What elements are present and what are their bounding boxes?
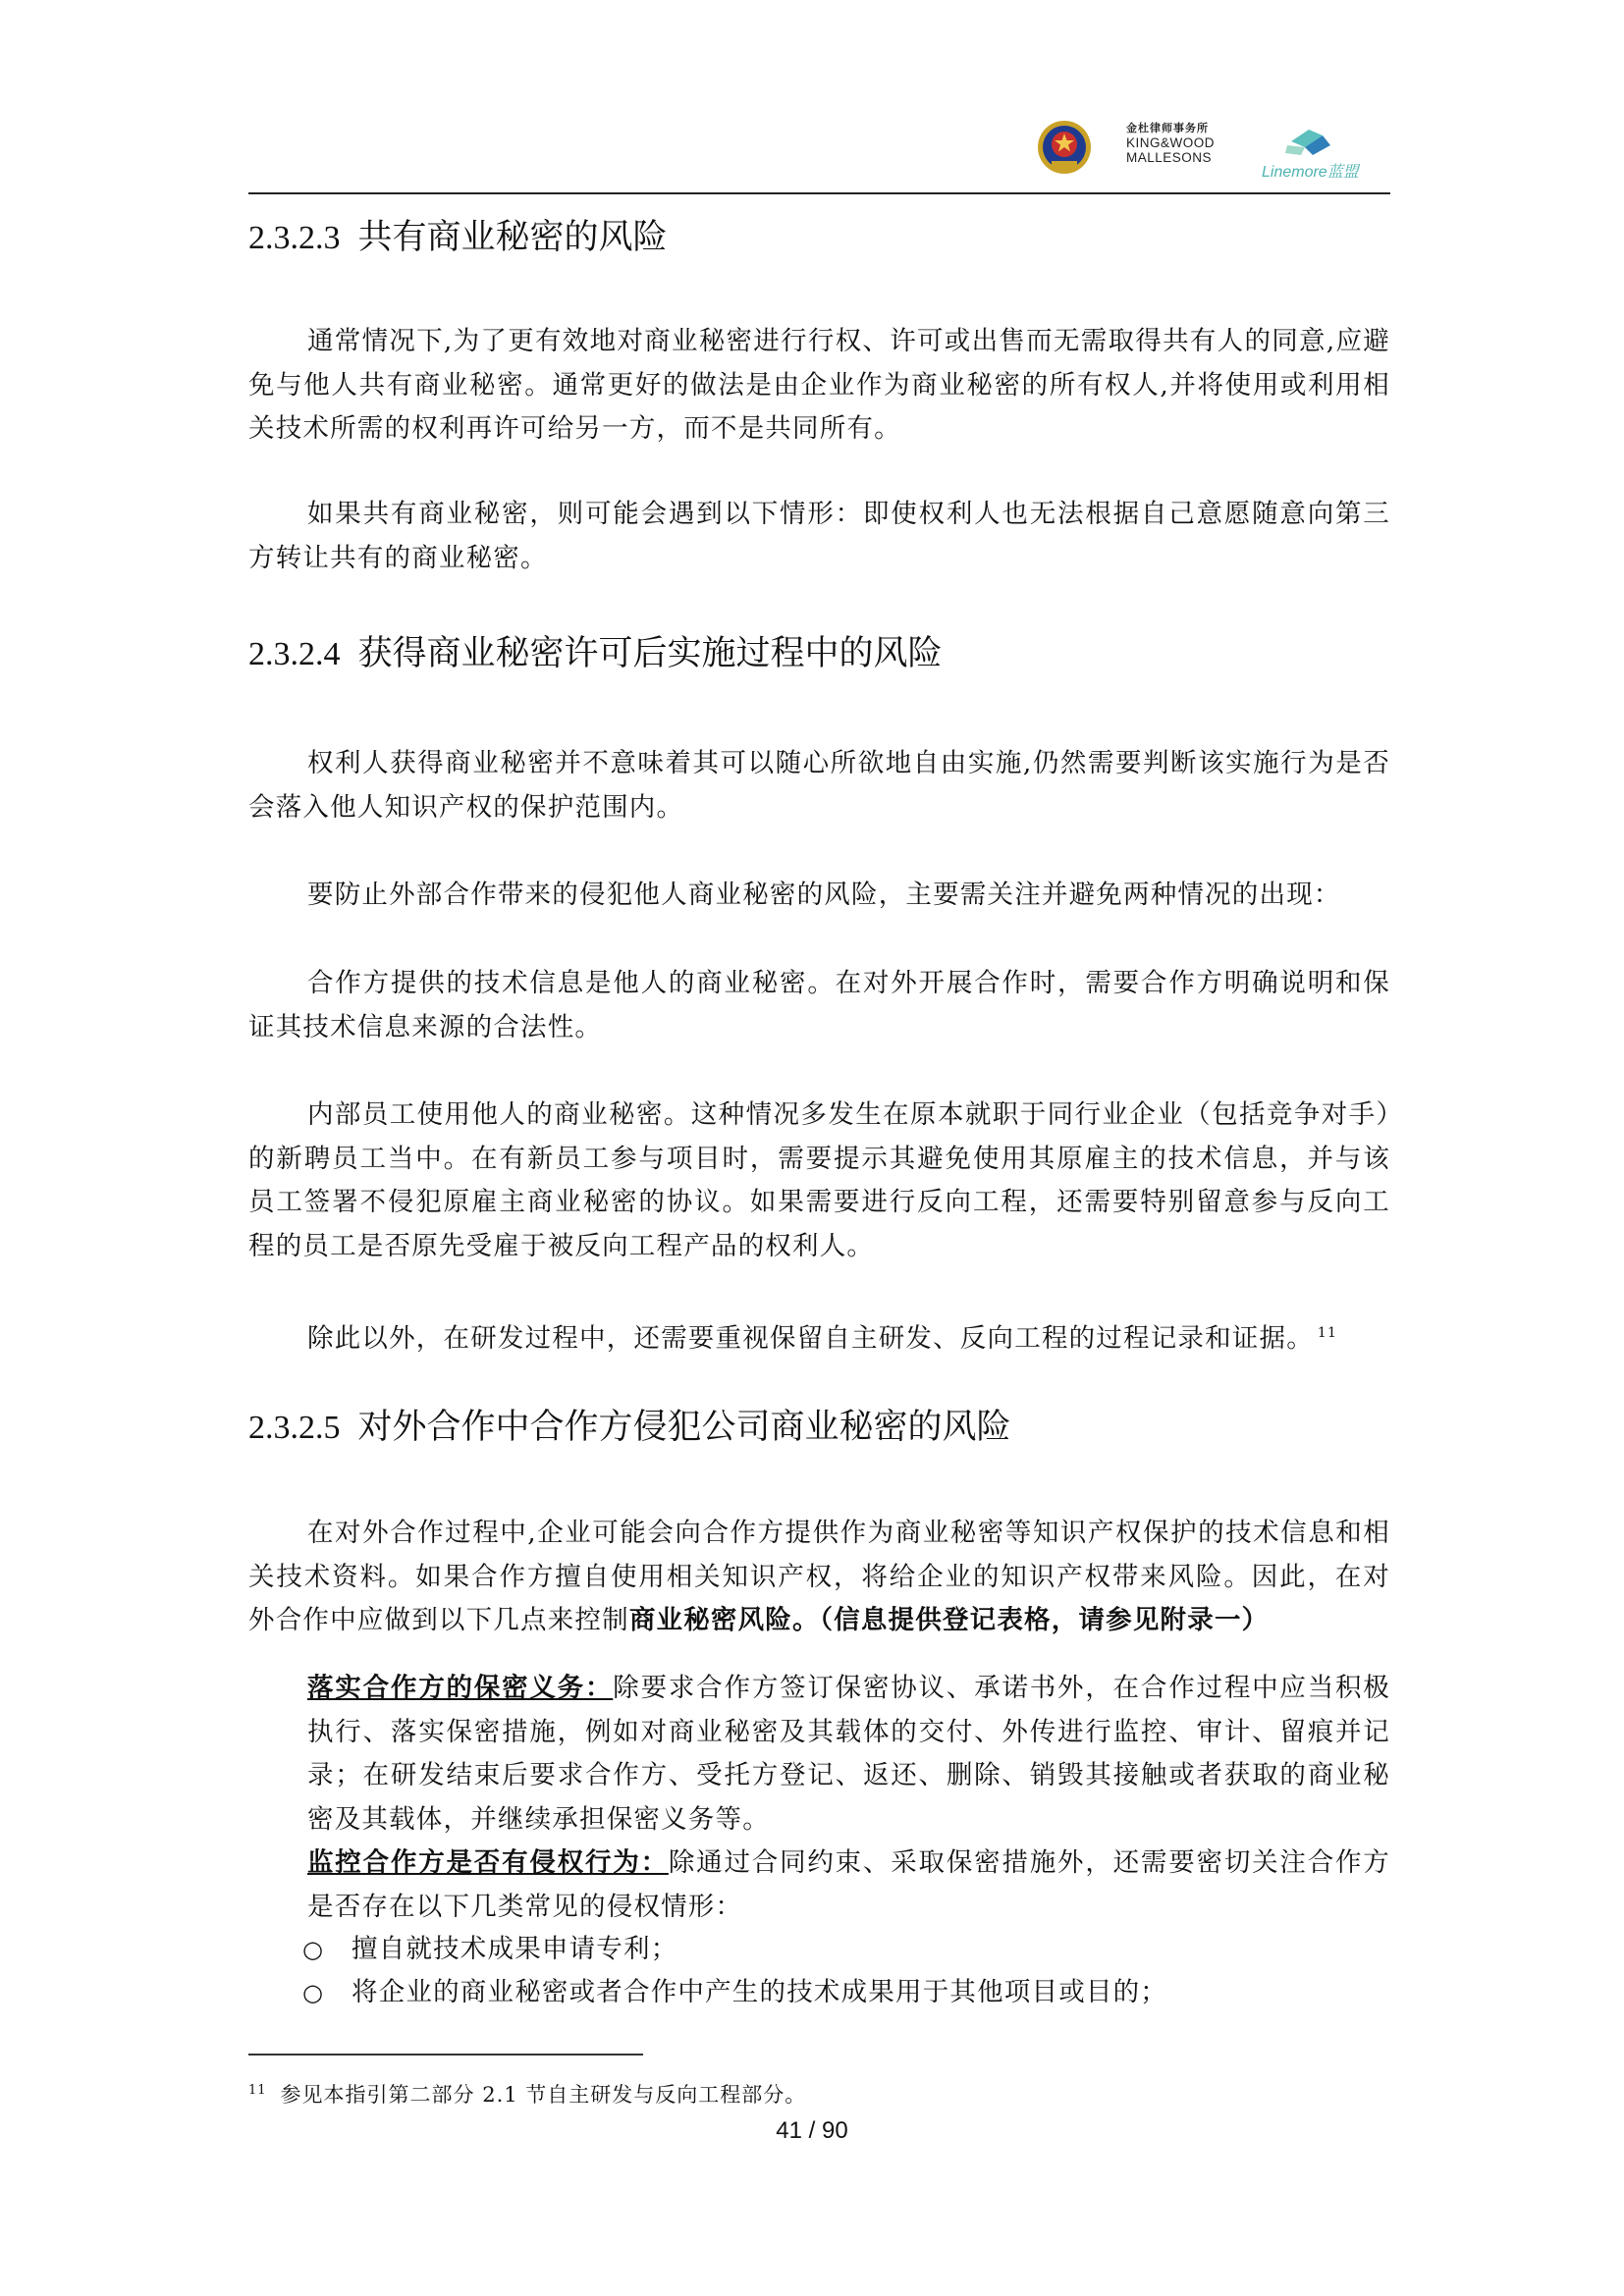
paragraph: 除此以外，在研发过程中，还需要重视保留自主研发、反向工程的过程记录和证据。 $^{11}$: [307, 1322, 1338, 1354]
footnote-divider: [248, 2054, 643, 2056]
list-item: ○ 将企业的商业秘密或者合作中产生的技术成果用于其他项目或目的；: [302, 1971, 1167, 2015]
section-heading-2-3-2-4: 2.3.2.4 获得商业秘密许可后实施过程中的风险: [248, 634, 943, 673]
section-heading-2-3-2-5: 2.3.2.5 对外合作中合作方侵犯公司商业秘密的风险: [248, 1408, 1011, 1447]
confidentiality-obligation-item: 落实合作方的保密义务：除要求合作方签订保密协议、承诺书外，在合作过程中应当积极执行、落实保密措施，例如对商业秘密及其载体的交付、外传进行监控、审计、留痕并记录；在研发结束后要求合作方、受托方登记、返还、删除、销毁其接触或者获取的商业秘密及其载体，并继续承担保密义务等。: [307, 1673, 1391, 1835]
firm-name-en-1: KING&WOOD: [1126, 135, 1216, 150]
footnote: $^{11}$ 参见本指引第二部分 2.1 节自主研发与反向工程部分。: [248, 2083, 807, 2107]
firm-name-cn: 金杜律师事务所: [1126, 123, 1209, 134]
footnote-reference[interactable]: 11: [1317, 1325, 1338, 1341]
header-divider: [248, 192, 1390, 194]
paragraph: 在对外合作过程中,企业可能会向合作方提供作为商业秘密等知识产权保护的技术信息和相关技术资料。如果合作方擅自使用相关知识产权，将给企业的知识产权带来风险。因此，在对外合作中应做到以下几点来控制商业秘密风险。（信息提供登记表格，请参见附录一）: [248, 1518, 1390, 1635]
paragraph: 合作方提供的技术信息是他人的商业秘密。在对外开展合作时，需要合作方明确说明和保证其技术信息来源的合法性。: [248, 968, 1390, 1042]
header-logos: [1036, 116, 1389, 185]
list-item: ○ 擅自就技术成果申请专利；: [302, 1928, 677, 1972]
firm-logo: [1126, 120, 1273, 165]
section-heading-2-3-2-3: 2.3.2.3 共有商业秘密的风险: [248, 218, 668, 257]
paragraph: 要防止外部合作带来的侵犯他人商业秘密的风险，主要需关注并避免两种情况的出现：: [307, 880, 1341, 910]
firm-name-en-2: MALLESONS: [1126, 150, 1213, 165]
paragraph: 如果共有商业秘密，则可能会遇到以下情形：即使权利人也无法根据自己意愿随意向第三方转让共有的商业秘密。: [248, 499, 1390, 573]
paragraph: 权利人获得商业秘密并不意味着其可以随心所欲地自由实施,仍然需要判断该实施行为是否会落入他人知识产权的保护范围内。: [248, 748, 1390, 823]
circle-bullet-icon: ○: [302, 1979, 325, 2006]
paragraph: 通常情况下,为了更有效地对商业秘密进行行权、许可或出售而无需取得共有人的同意,应避免与他人共有商业秘密。通常更好的做法是由企业作为商业秘密的所有权人,并将使用或利用相关技术所需的权利再许可给另一方，而不是共同所有。: [248, 326, 1390, 444]
infringement-monitoring-item: 监控合作方是否有侵权行为：除通过合同约束、采取保密措施外，还需要密切关注合作方是否存在以下几类常见的侵权情形：: [307, 1847, 1391, 1922]
page-number: 41 / 90: [776, 2117, 848, 2144]
circle-bullet-icon: ○: [302, 1936, 325, 1963]
paragraph: 内部员工使用他人的商业秘密。这种情况多发生在原本就职于同行业企业（包括竞争对手）的新聘员工当中。在有新员工参与项目时，需要提示其避免使用其原雇主的技术信息，并与该员工签署不侵犯原雇主商业秘密的协议。如果需要进行反向工程，还需要特别留意参与反向工程的员工是否原先受雇于被反向工程产品的权利人。: [248, 1099, 1390, 1261]
police-emblem-icon: [1036, 118, 1093, 179]
linemore-logo-text: Linemore蓝盟: [1262, 164, 1359, 181]
